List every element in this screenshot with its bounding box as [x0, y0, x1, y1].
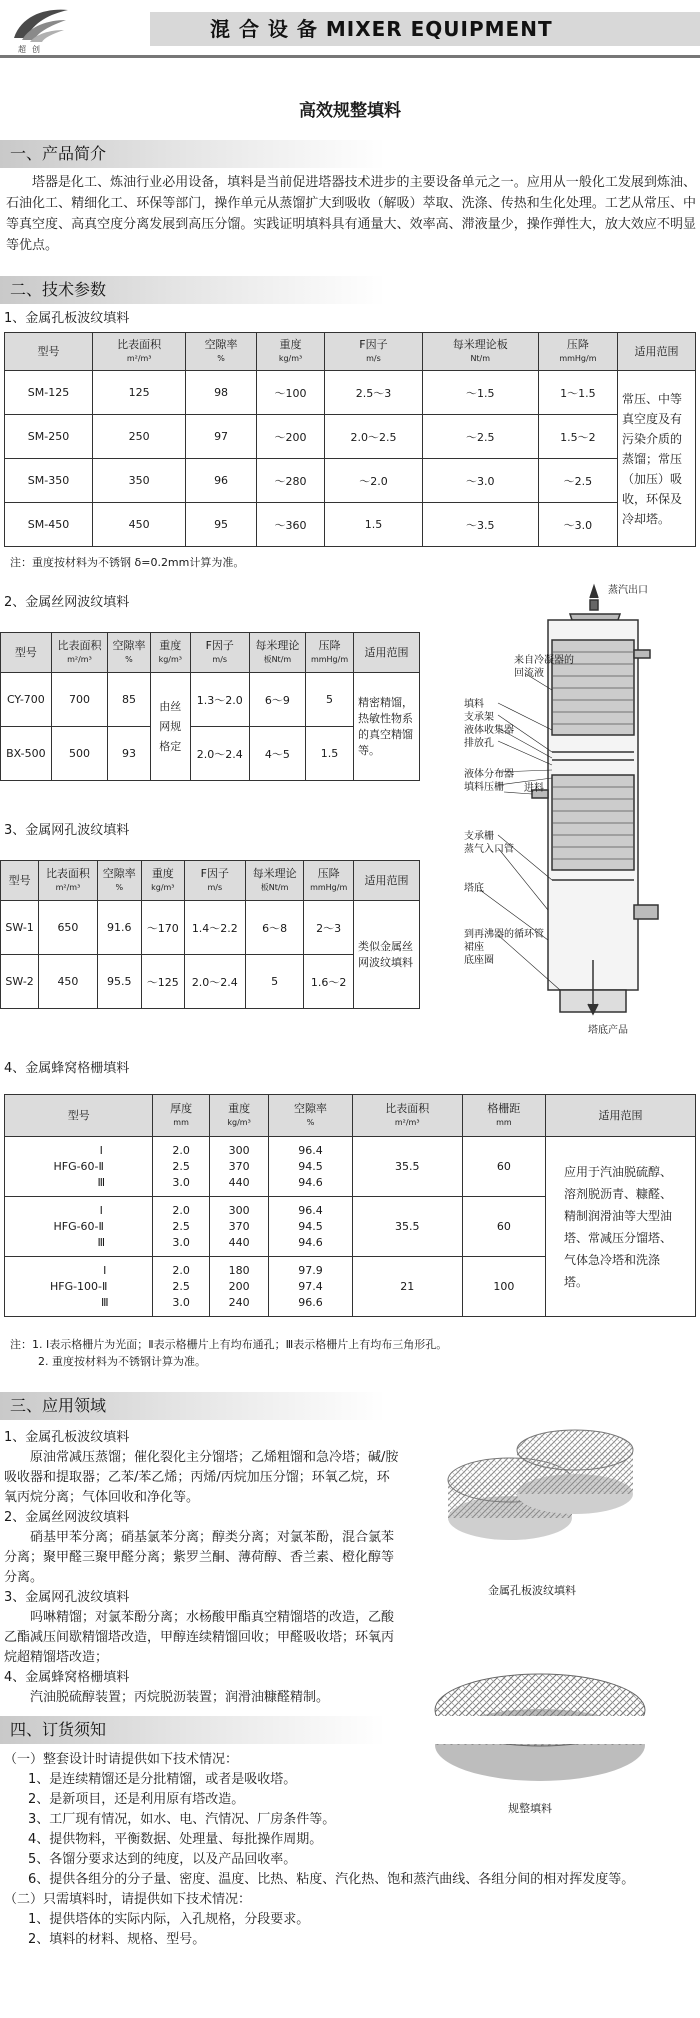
- section-heading-ordering: [0, 1716, 700, 1744]
- diagram-label-drain: 排放孔: [464, 738, 494, 749]
- header-cell: [306, 633, 354, 673]
- table-cell: 450: [93, 503, 186, 547]
- header-unit: m²/m³: [126, 353, 152, 363]
- diagram-label-distributor: 液体分布器: [464, 769, 514, 780]
- model-line: [5, 1219, 152, 1235]
- header-label: 厚度: [170, 1101, 193, 1115]
- cell-line: 94.5: [298, 1219, 323, 1233]
- header-unit: mmHg/m: [559, 353, 597, 363]
- header-label: 空隙率: [102, 866, 136, 880]
- table-cell: 1.4～2.2: [184, 901, 245, 955]
- table-cell: [153, 1137, 209, 1197]
- table-cell: 1～1.5: [538, 371, 617, 415]
- cell-line: 3.0: [172, 1175, 190, 1189]
- cell-line: 2.5: [172, 1159, 190, 1173]
- table-cell: 98: [186, 371, 257, 415]
- table-cell: SM-450: [5, 503, 93, 547]
- model-sub: Ⅲ: [97, 1235, 106, 1249]
- header-cell: [1, 633, 52, 673]
- model-line: [5, 1235, 152, 1251]
- header-unit: m²/m³: [55, 882, 81, 892]
- cell-line: 2.0: [172, 1143, 190, 1157]
- header-label: 空隙率: [112, 638, 146, 652]
- table-cell: SM-125: [5, 371, 93, 415]
- table4-note1: 注：1. Ⅰ表示格栅片为光面；Ⅱ表示格栅片上有均布通孔；Ⅲ表示格栅片上有均布三角形孔。: [10, 1338, 448, 1351]
- header-unit: 板Nt/m: [260, 882, 289, 892]
- table-cell: [153, 1257, 209, 1317]
- model-sub: Ⅱ: [98, 1159, 104, 1173]
- header-label: 压降: [566, 337, 589, 351]
- cell-line: 300: [228, 1143, 250, 1157]
- header-cell: [5, 333, 93, 371]
- table-cell: [153, 1197, 209, 1257]
- model-line: [5, 1203, 152, 1219]
- header-cell: [269, 1095, 352, 1137]
- section-heading-text: 四、订货须知: [10, 1720, 107, 1739]
- table-cell: ～280: [256, 459, 324, 503]
- header-unit: %: [306, 1117, 315, 1127]
- order-item: 6、提供各组分的分子量、密度、温度、比热、粘度、汽化热、饱和蒸汽曲线、各组分间的相对挥发度等。: [28, 1872, 635, 1887]
- diagram-label-base-ring: 底座圈: [464, 955, 494, 966]
- logo-text: 超创: [18, 45, 46, 54]
- table2-title: 2、金属丝网波纹填料: [4, 595, 130, 610]
- model-prefix: HFG-100-: [49, 1279, 103, 1293]
- scope-cell: 常压、中等真空度及有污染介质的蒸馏；常压（加压）吸收，环保及冷却塔。: [618, 371, 696, 547]
- diagram-label-support-grid: 支承栅: [464, 831, 494, 842]
- model-line: [5, 1263, 152, 1279]
- table-cell: ～170: [141, 901, 184, 955]
- header-label: 压降: [318, 638, 341, 652]
- page-title: 高效规整填料: [299, 101, 401, 121]
- scope-cell: 类似金属丝网波纹填料: [354, 901, 420, 1009]
- model-prefix: HFG-60-: [53, 1219, 99, 1233]
- header-label: 每米理论: [255, 638, 300, 652]
- order-heading-1: （一）整套设计时请提供如下技术情况：: [4, 1752, 239, 1767]
- header-cell: [184, 861, 245, 901]
- header-unit: %: [217, 353, 225, 363]
- table-cell: ～360: [256, 503, 324, 547]
- cell-line: 97.9: [298, 1263, 323, 1277]
- header-unit: %: [115, 882, 124, 892]
- header-unit: mmHg/m: [310, 882, 348, 892]
- header-unit: m/s: [207, 882, 223, 892]
- table-cell: 450: [39, 955, 97, 1009]
- weight-cell: 由丝网规格定: [150, 673, 190, 781]
- table-cell: 91.6: [97, 901, 141, 955]
- table-cell: 5: [306, 673, 354, 727]
- table-row: [5, 415, 696, 459]
- table-cell: ～2.5: [538, 459, 617, 503]
- table1-title: 1、金属孔板波纹填料: [4, 311, 130, 326]
- table-cell: 1.5: [306, 727, 354, 781]
- table-row: [5, 459, 696, 503]
- header-cell: [352, 1095, 462, 1137]
- model-sub: Ⅰ: [103, 1263, 107, 1277]
- model-line: [5, 1295, 152, 1311]
- header-label: 型号: [67, 1108, 90, 1122]
- application-title: 1、金属孔板波纹填料: [4, 1430, 130, 1445]
- table-row: [1, 673, 420, 727]
- header-cell: [97, 861, 141, 901]
- model-cell: [5, 1257, 153, 1317]
- model-sub: Ⅲ: [97, 1175, 106, 1189]
- application-title: 4、金属蜂窝格栅填料: [4, 1670, 130, 1685]
- header-label: 型号: [14, 645, 37, 659]
- table-cell: ～3.0: [538, 503, 617, 547]
- model-line: [5, 1159, 152, 1175]
- header-label: 比表面积: [117, 337, 162, 351]
- table-mesh-hole: [0, 860, 420, 1009]
- table-cell: 1.5: [325, 503, 422, 547]
- application-desc: 汽油脱硫醇装置；丙烷脱沥装置；润滑油糠醛精制。: [30, 1690, 330, 1705]
- header-label: 格栅距: [487, 1101, 521, 1115]
- application-desc: 原油常减压蒸馏；催化裂化主分馏塔；乙烯粗馏和急冷塔；碱/胺吸收器和提取器；乙苯/苯乙烯；丙烯/丙烷加压分馏；环氧乙烷，环氧丙烷分离；气体回收和净化等。: [4, 1450, 399, 1505]
- header-cell: [249, 633, 305, 673]
- table-cell: 5: [245, 955, 303, 1009]
- header-unit: m/s: [212, 654, 228, 664]
- intro-paragraph: 塔器是化工、炼油行业必用设备，填料是当前促进塔器技术进步的主要设备单元之一。应用从一般化工发展到炼油、石油化工、精细化工、环保等部门，操作单元从蒸馏扩大到吸收（解吸）萃取、洗涤、传热和生化处理。工艺从常压、中等真空度、高真空度分离发展到高压分馏。实践证明填料具有通量大、效率高、滞液量少，操作弹性大，放大效应不明显等优点。: [6, 175, 696, 253]
- table-cell: [269, 1197, 352, 1257]
- table-cell: [209, 1197, 269, 1257]
- diagram-label-hold-down: 填料压栅: [464, 782, 504, 793]
- header-cell: [245, 861, 303, 901]
- header-cell: [1, 861, 39, 901]
- header-label: 每米理论板: [452, 337, 508, 351]
- table-cell: ～2.5: [422, 415, 538, 459]
- header-unit: m/s: [366, 353, 381, 363]
- table-cell: SW-2: [1, 955, 39, 1009]
- diagram-label-reflux: 来自冷凝器的回流液: [514, 655, 574, 679]
- header-unit: 板Nt/m: [263, 654, 292, 664]
- header-cell: [153, 1095, 209, 1137]
- scope-cell: 精密精馏，热敏性物系的真空精馏等。: [354, 673, 420, 781]
- table-cell: 1.5～2: [538, 415, 617, 459]
- cell-line: 96.4: [298, 1143, 323, 1157]
- header-title: 混 合 设 备 MIXER EQUIPMENT: [210, 17, 553, 41]
- section-heading-text: 二、技术参数: [10, 280, 107, 299]
- table-cell: SW-1: [1, 901, 39, 955]
- cell-line: 200: [228, 1279, 250, 1293]
- table-cell: 35.5: [352, 1137, 462, 1197]
- diagram-label-feed: 进料: [524, 783, 544, 794]
- header-unit: Nt/m: [470, 353, 491, 363]
- header-label: 重度: [159, 638, 182, 652]
- scope-cell: 应用于汽油脱硫醇、溶剂脱沥青、糠醛、精制润滑油等大型油塔、常减压分馏塔、气体急冷塔和洗涤塔。: [546, 1137, 696, 1317]
- table4-note2: 2. 重度按材料为不锈钢计算为准。: [38, 1355, 206, 1368]
- header-cell: [354, 861, 420, 901]
- header-cell: [108, 633, 151, 673]
- header-label: 比表面积: [57, 638, 102, 652]
- diagram-label-reboiler: 到再沸器的循环管裙座: [464, 929, 544, 953]
- application-title: 3、金属网孔波纹填料: [4, 1590, 130, 1605]
- section-heading-intro: [0, 140, 700, 168]
- table1-note: 注：重度按材料为不锈钢 δ=0.2mm计算为准。: [10, 556, 245, 569]
- diagram-label-steam-out: 蒸汽出口: [608, 585, 648, 596]
- diagram-label-support: 支承架: [464, 712, 494, 723]
- table-cell: 35.5: [352, 1197, 462, 1257]
- cell-line: 96.6: [298, 1295, 323, 1309]
- model-sub: Ⅱ: [98, 1219, 104, 1233]
- section-heading-applications: [0, 1392, 700, 1420]
- table-cell: [209, 1257, 269, 1317]
- table-cell: 2.0～2.5: [325, 415, 422, 459]
- table-cell: 85: [108, 673, 151, 727]
- applications-list: [4, 1428, 402, 1708]
- section-heading-text: 一、产品简介: [10, 144, 107, 163]
- cell-line: 94.5: [298, 1159, 323, 1173]
- diagram-label-packing: 填料: [464, 699, 484, 710]
- table-cell: 21: [352, 1257, 462, 1317]
- header-cell: [618, 333, 696, 371]
- photo1-caption: 金属孔板波纹填料: [488, 1584, 576, 1597]
- table-cell: 2.0～2.4: [184, 955, 245, 1009]
- table-cell: 2.5～3: [325, 371, 422, 415]
- table-cell: 350: [93, 459, 186, 503]
- header-label: 适用范围: [364, 873, 409, 887]
- header-unit: kg/m³: [151, 882, 175, 892]
- table-cell: ～100: [256, 371, 324, 415]
- header-unit: %: [125, 654, 133, 664]
- header-cell: [39, 861, 97, 901]
- model-sub: Ⅱ: [102, 1279, 108, 1293]
- table-cell: [269, 1137, 352, 1197]
- header-label: 适用范围: [634, 344, 679, 358]
- header-cell: [5, 1095, 153, 1137]
- table-cell: 60: [462, 1197, 545, 1257]
- header-label: 比表面积: [385, 1101, 430, 1115]
- header-cell: [186, 333, 257, 371]
- table-row: [5, 503, 696, 547]
- header-cell: [209, 1095, 269, 1137]
- cell-line: 370: [228, 1159, 250, 1173]
- table-cell: 93: [108, 727, 151, 781]
- header-label: 型号: [37, 344, 60, 358]
- table-cell: SM-250: [5, 415, 93, 459]
- header-cell: [422, 333, 538, 371]
- model-sub: Ⅰ: [99, 1203, 103, 1217]
- header-label: 空隙率: [204, 337, 238, 351]
- cell-line: 94.6: [298, 1235, 323, 1249]
- table-cell: 60: [462, 1137, 545, 1197]
- application-title: 2、金属丝网波纹填料: [4, 1510, 130, 1525]
- table-cell: ～125: [141, 955, 184, 1009]
- cell-line: 440: [228, 1175, 250, 1189]
- cell-line: 2.0: [172, 1263, 190, 1277]
- table-cell: CY-700: [1, 673, 52, 727]
- header-unit: kg/m³: [278, 353, 303, 363]
- photo2-caption: 规整填料: [508, 1802, 552, 1815]
- header-cell: [150, 633, 190, 673]
- order-item: 2、填料的材料、规格、型号。: [28, 1932, 206, 1947]
- table-perforated-plate: [4, 332, 696, 547]
- table-cell: [269, 1257, 352, 1317]
- table4-title: 4、金属蜂窝格栅填料: [4, 1061, 130, 1076]
- table-honeycomb-grid: [4, 1094, 696, 1317]
- model-sub: Ⅲ: [100, 1295, 109, 1309]
- header-unit: kg/m³: [158, 654, 182, 664]
- order-item: 4、提供物料，平衡数据、处理量、每批操作周期。: [28, 1832, 323, 1847]
- table-cell: 1.6～2: [304, 955, 354, 1009]
- table-cell: 2.0～2.4: [190, 727, 249, 781]
- order-item: 3、工厂现有情况，如水、电、汽情况、厂房条件等。: [28, 1812, 336, 1827]
- order-item: 5、各馏分要求达到的纯度，以及产品回收率。: [28, 1852, 297, 1867]
- model-line: [5, 1143, 152, 1159]
- model-sub: Ⅰ: [99, 1143, 103, 1157]
- section-heading-text: 三、应用领域: [10, 1396, 107, 1415]
- header-label: 比表面积: [45, 866, 90, 880]
- model-line: [5, 1279, 152, 1295]
- header-label: 压降: [317, 866, 340, 880]
- table-cell: BX-500: [1, 727, 52, 781]
- table-cell: 100: [462, 1257, 545, 1317]
- header-label: 重度: [151, 866, 174, 880]
- table-cell: [209, 1137, 269, 1197]
- model-cell: [5, 1137, 153, 1197]
- cell-line: 2.5: [172, 1219, 190, 1233]
- header-label: 每米理论: [252, 866, 297, 880]
- header-label: 重度: [279, 337, 302, 351]
- cell-line: 3.0: [172, 1235, 190, 1249]
- header-unit: m²/m³: [394, 1117, 420, 1127]
- table-cell: 1.3～2.0: [190, 673, 249, 727]
- table-cell: 95: [186, 503, 257, 547]
- table-cell: ～1.5: [422, 371, 538, 415]
- table-row: [1, 901, 420, 955]
- cell-line: 3.0: [172, 1295, 190, 1309]
- diagram-label-collector: 液体收集器: [464, 725, 514, 736]
- diagram-label-bottom-product: 塔底产品: [588, 1025, 628, 1036]
- header-label: 空隙率: [294, 1101, 328, 1115]
- header-unit: kg/m³: [227, 1117, 251, 1127]
- header-label: 重度: [228, 1101, 251, 1115]
- header-unit: mm: [173, 1117, 189, 1127]
- header-unit: mm: [496, 1117, 512, 1127]
- table-cell: 95.5: [97, 955, 141, 1009]
- order-item: 1、提供塔体的实际内际，入孔规格，分段要求。: [28, 1912, 310, 1927]
- header-cell: [51, 633, 107, 673]
- table-cell: SM-350: [5, 459, 93, 503]
- table-cell: 2～3: [304, 901, 354, 955]
- cell-line: 97.4: [298, 1279, 323, 1293]
- cell-line: 240: [228, 1295, 250, 1309]
- header-label: F因子: [359, 337, 388, 351]
- diagram-label-bottom: 塔底: [464, 883, 484, 894]
- table-wire-mesh: [0, 632, 420, 781]
- table-cell: ～2.0: [325, 459, 422, 503]
- header-cell: [141, 861, 184, 901]
- page-header: [0, 0, 700, 58]
- header-unit: m²/m³: [67, 654, 92, 664]
- application-desc: 吗啉精馏；对氯苯酚分离；水杨酸甲酯真空精馏塔的改造，乙酸乙酯减压间歇精馏塔改造，甲醇连续精馏回收；甲醛吸收塔；环氧丙烷超精馏塔改造；: [4, 1610, 395, 1665]
- header-cell: [462, 1095, 545, 1137]
- table-cell: 96: [186, 459, 257, 503]
- table-cell: 250: [93, 415, 186, 459]
- header-cell: [256, 333, 324, 371]
- cell-line: 300: [228, 1203, 250, 1217]
- table-cell: 6～8: [245, 901, 303, 955]
- cell-line: 94.6: [298, 1175, 323, 1189]
- header-cell: [546, 1095, 696, 1137]
- table-row: [5, 371, 696, 415]
- cell-line: 96.4: [298, 1203, 323, 1217]
- table-cell: ～3.0: [422, 459, 538, 503]
- header-cell: [304, 861, 354, 901]
- table-cell: 6～9: [249, 673, 305, 727]
- header-label: 型号: [8, 873, 31, 887]
- cell-line: 180: [228, 1263, 250, 1277]
- header-label: F因子: [200, 866, 229, 880]
- header-unit: mmHg/m: [310, 654, 349, 664]
- order-item: 1、是连续精馏还是分批精馏，或者是吸收塔。: [28, 1772, 297, 1787]
- model-line: [5, 1175, 152, 1191]
- header-cell: [354, 633, 420, 673]
- model-prefix: HFG-60-: [53, 1159, 99, 1173]
- table-cell: ～3.5: [422, 503, 538, 547]
- header-cell: [538, 333, 617, 371]
- application-desc: 硝基甲苯分离；硝基氯苯分离；醇类分离；对氯苯酚，混合氯苯分离；聚甲醛三聚甲醛分离；紫罗兰酮、薄荷醇、香兰素、橙化醇等分离。: [4, 1530, 395, 1585]
- order-heading-2: （二）只需填料时，请提供如下技术情况：: [4, 1892, 252, 1907]
- cell-line: 2.5: [172, 1279, 190, 1293]
- header-cell: [325, 333, 422, 371]
- section-heading-params: [0, 276, 700, 304]
- table-cell: 500: [51, 727, 107, 781]
- table-cell: 700: [51, 673, 107, 727]
- table-cell: 97: [186, 415, 257, 459]
- header-label: F因子: [205, 638, 234, 652]
- cell-line: 440: [228, 1235, 250, 1249]
- cell-line: 2.0: [172, 1203, 190, 1217]
- model-cell: [5, 1197, 153, 1257]
- perforated-packing-photo: [440, 1418, 640, 1558]
- table-cell: 4～5: [249, 727, 305, 781]
- order-item: 2、是新项目，还是利用原有塔改造。: [28, 1792, 245, 1807]
- table3-title: 3、金属网孔波纹填料: [4, 823, 130, 838]
- header-label: 适用范围: [598, 1108, 643, 1122]
- header-rule: [0, 55, 700, 58]
- header-cell: [190, 633, 249, 673]
- table-cell: ～200: [256, 415, 324, 459]
- header-label: 适用范围: [364, 645, 409, 659]
- table-row: [5, 1137, 696, 1197]
- ordering-list: [4, 1750, 696, 1950]
- table-cell: 650: [39, 901, 97, 955]
- cell-line: 370: [228, 1219, 250, 1233]
- table-cell: 125: [93, 371, 186, 415]
- header-cell: [93, 333, 186, 371]
- diagram-label-vapor-inlet: 蒸气入口管: [464, 844, 514, 855]
